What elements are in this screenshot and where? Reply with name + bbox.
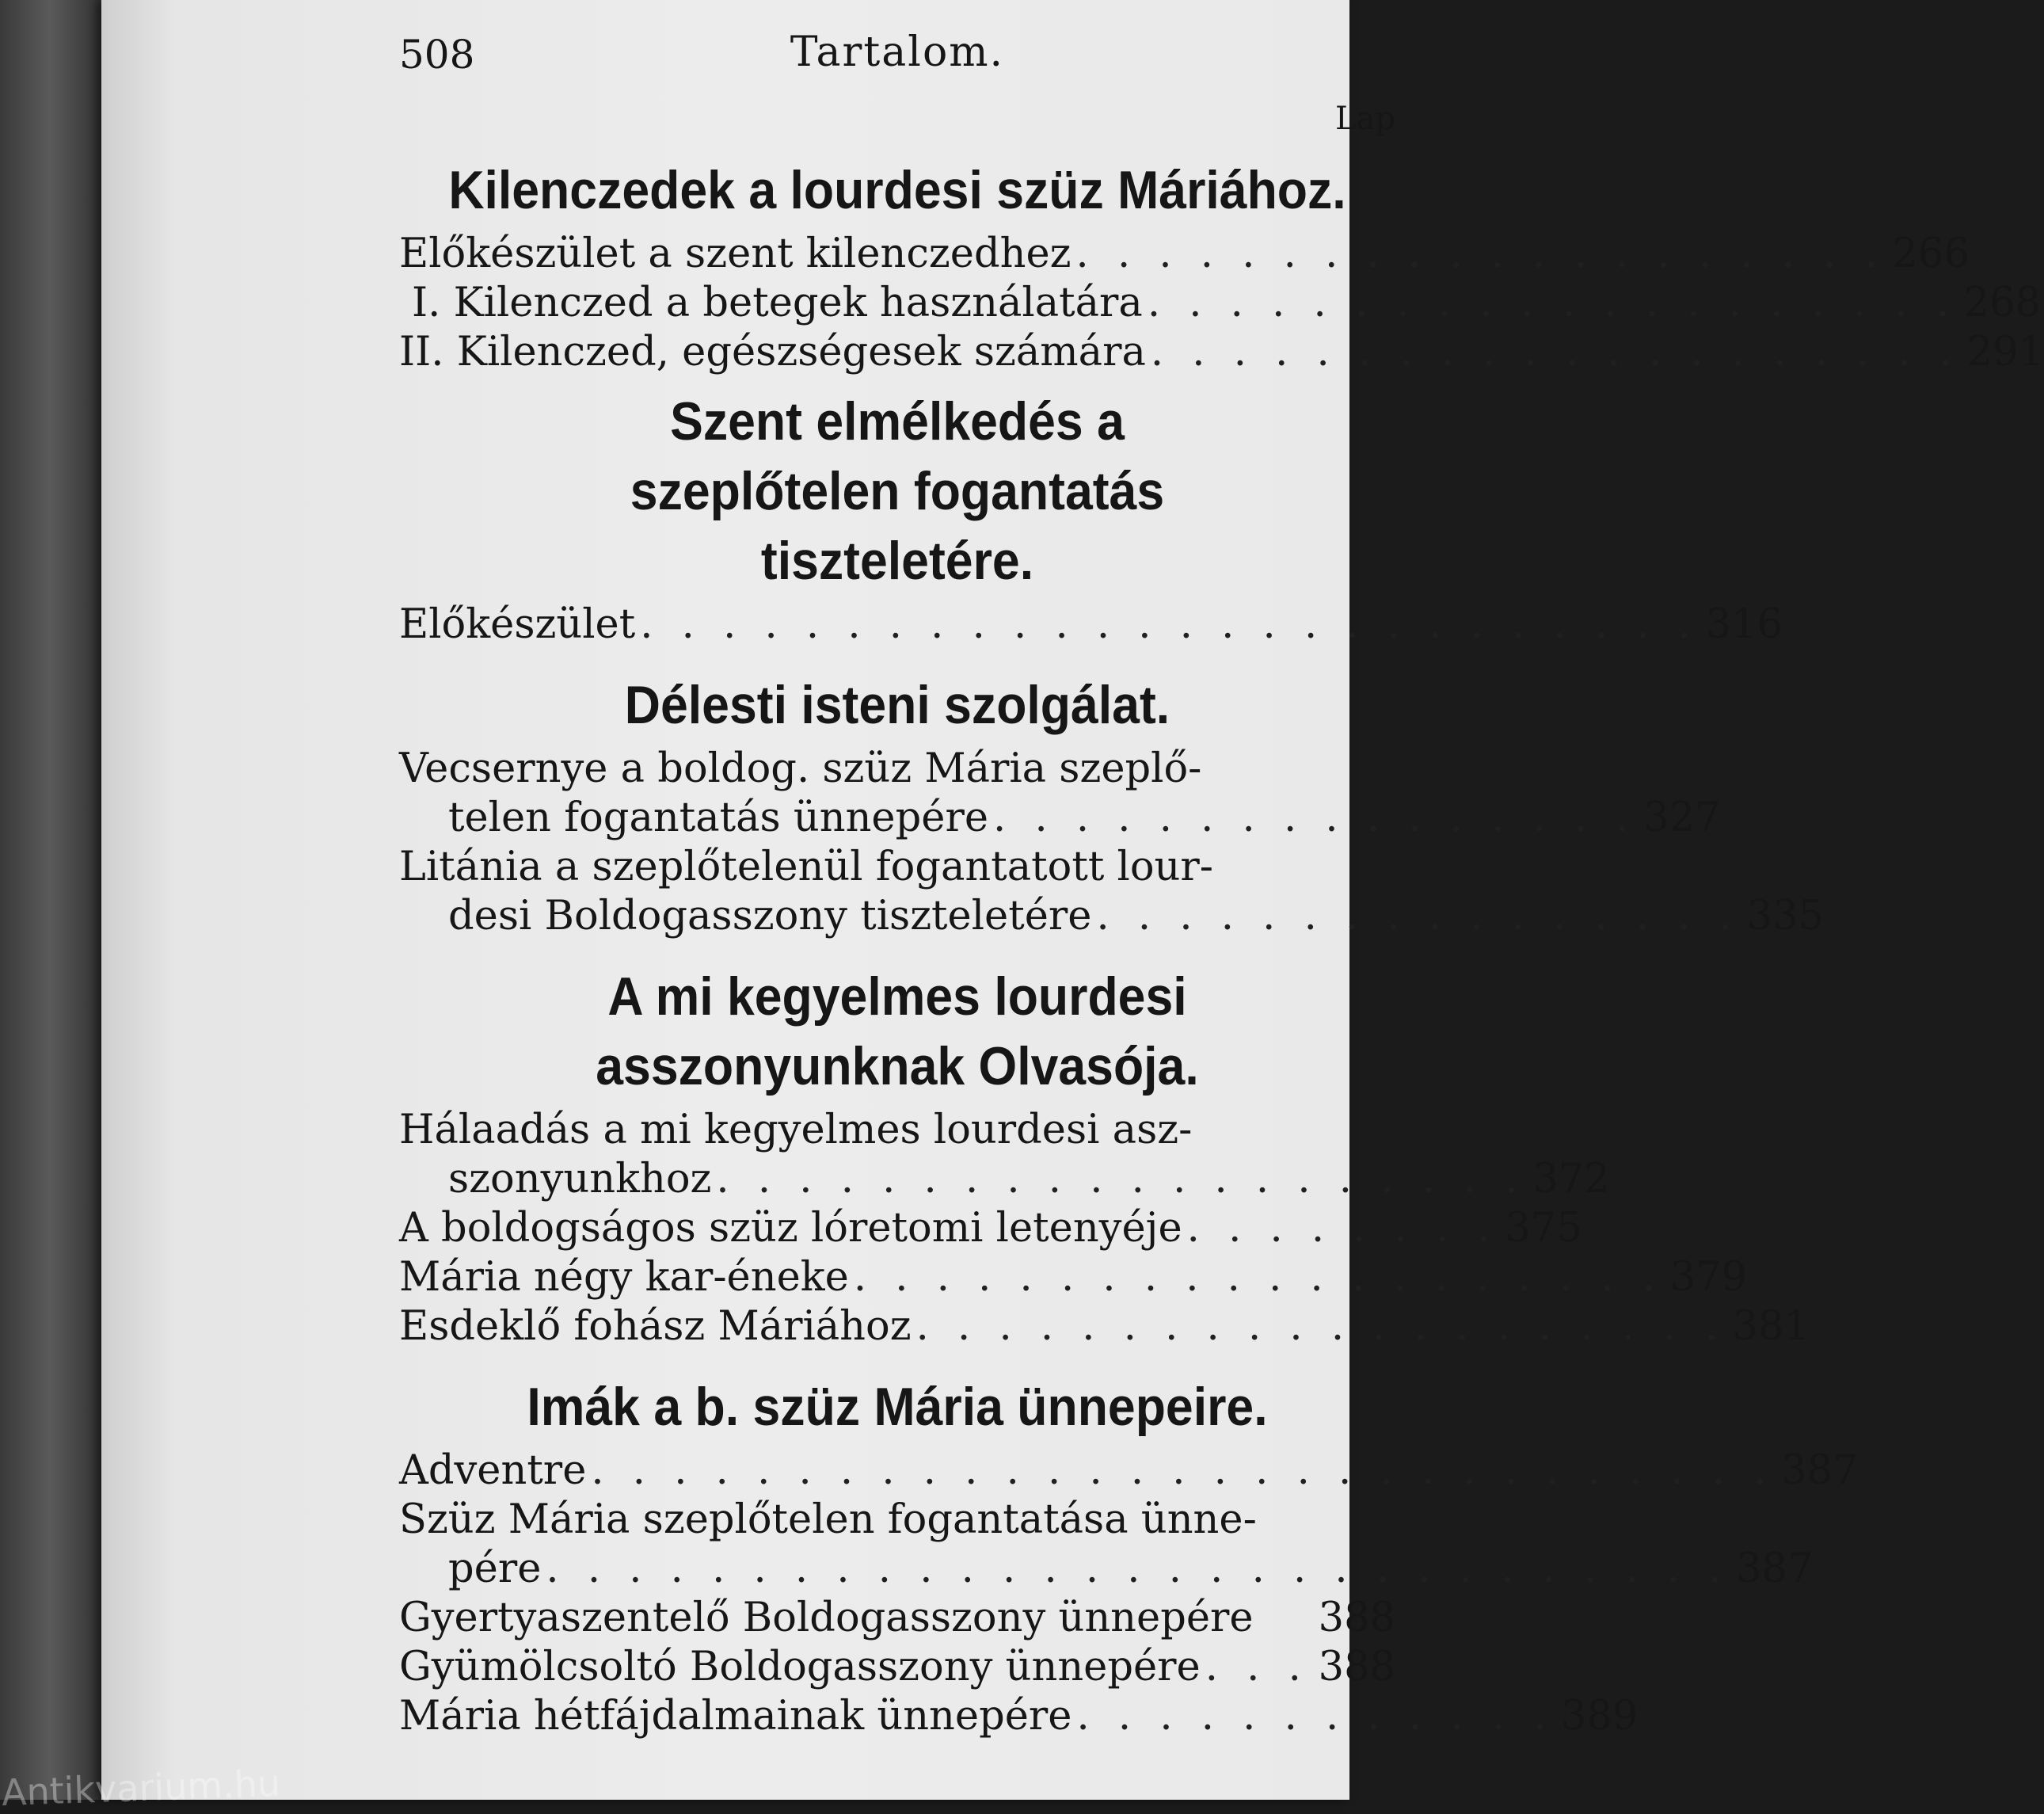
entry-page: 387 (1781, 1447, 1859, 1494)
entry-title: Mária négy kar-éneke (399, 1254, 849, 1301)
dot-leader: . . . . . . . . . . . . . . . . . . . . (1150, 329, 1961, 375)
toc-entry (399, 1594, 1395, 1643)
entry-title-line1: Litánia a szeplőtelenül fogantatott lour- (399, 844, 1213, 890)
dot-leader: . . . . . . . . . . . . . . . . . . . . . . . . . . (640, 601, 1700, 648)
page-header (399, 24, 1395, 95)
entry-title: II. Kilenczed, egészségesek számára (399, 329, 1146, 375)
entry-title-line1: Szüz Mária szeplőtelen fogantatása ünne- (399, 1496, 1257, 1543)
lap-column-label: Lap (1334, 101, 1395, 137)
entry-page: 266 (1892, 231, 1970, 277)
book-page (101, 0, 2044, 1800)
entry-title: pére (448, 1545, 542, 1592)
section-heading: A mi kegyelmes lourdesi asszonyunknak Olvasója. (596, 966, 1199, 1096)
entry-page: 388 (1318, 1595, 1395, 1641)
entry-title: Előkészület a szent kilenczedhez (399, 231, 1071, 277)
entry-title: Gyümölcsoltó Boldogasszony ünnepére (399, 1644, 1201, 1690)
entry-title: Adventre (399, 1447, 587, 1494)
entry-title-line1: Hálaadás a mi kegyelmes lourdesi asz- (399, 1107, 1193, 1153)
entry-page: 389 (1561, 1693, 1639, 1740)
dot-leader: . . . . . . . . . . . . . . . . (1096, 893, 1741, 939)
entry-title: A boldogságos szüz lóretomi letenyéje (399, 1205, 1182, 1252)
entry-page: 375 (1505, 1205, 1582, 1252)
entry-title: Előkészület (399, 601, 636, 648)
dot-leader: . . . . . . . . . . . . . . . . . . . . (853, 1254, 1664, 1301)
toc-entry (399, 1496, 1814, 1594)
entry-title: szonyunkhoz (448, 1156, 712, 1202)
entry-title-line1: Vecsernye a boldog. szüz Mária szeplő- (399, 745, 1202, 792)
entry-page: 316 (1705, 601, 1783, 648)
dot-leader: . . . . . . . . . . . . . . . . (993, 795, 1637, 841)
entry-page: 291 (1966, 329, 2044, 375)
book-spine (0, 0, 111, 1800)
entry-title: Gyertyaszentelő Boldogasszony ünnepére (399, 1595, 1254, 1641)
toc-entry (399, 1253, 1748, 1302)
toc-entry (399, 1204, 1582, 1253)
toc-entry (399, 328, 2044, 377)
dot-leader: . . . (1205, 1644, 1309, 1690)
entry-title: I. Kilenczed a betegek használatára (412, 280, 1143, 326)
entry-page: 268 (1963, 280, 2042, 326)
dot-leader: . . . . . . . . . . . . . . . . . . . . . . . . . . . . . (546, 1545, 1730, 1592)
entry-title: Mária hétfájdalmainak ünnepére (399, 1693, 1072, 1740)
watermark-text: Antikvarium.hu (1, 1761, 281, 1814)
dot-leader: . . . . . . . . . . . . . . . . . . . . (1075, 231, 1886, 277)
toc-entry (399, 843, 1825, 941)
entry-page: 335 (1746, 893, 1825, 939)
dot-leader: . . . . . . . . . . . . . . . . . . . . . . . . . . . . . (591, 1447, 1775, 1494)
toc-entry (399, 1692, 1639, 1741)
toc-entry (399, 1106, 1610, 1204)
toc-entry (399, 279, 2042, 328)
toc-entry (399, 1446, 1859, 1496)
section-heading: Szent elmélkedés a szeplőtelen fogantatás tiszteletére. (630, 391, 1165, 591)
entry-page: 327 (1643, 795, 1721, 841)
entry-title: Esdeklő fohász Máriához (399, 1303, 912, 1350)
section-heading: Kilenczedek a lourdesi szüz Máriához. (448, 160, 1346, 220)
entry-page: 388 (1318, 1644, 1395, 1690)
toc-entry (399, 1302, 1810, 1351)
entry-page: 381 (1732, 1303, 1810, 1350)
page-number: 508 (399, 32, 475, 78)
toc-entry (399, 1643, 1395, 1692)
entry-title: telen fogantatás ünnepére (448, 795, 989, 841)
entry-title: desi Boldogasszony tiszteletére (448, 893, 1092, 939)
section-heading: Délesti isteni szolgálat. (624, 675, 1170, 735)
dot-leader: . . . . . . . . . . . . (1076, 1693, 1555, 1740)
entry-page: 379 (1669, 1254, 1748, 1301)
toc-entry (399, 230, 1970, 279)
toc-content (399, 24, 2044, 1741)
page-title: Tartalom. (790, 29, 1005, 76)
toc-entry (399, 600, 1783, 650)
dot-leader: . . . . . . . . (1186, 1205, 1498, 1252)
dot-leader: . . . . . . . . . . . . . . . . . . . . (915, 1303, 1726, 1350)
section-heading: Imák a b. szüz Mária ünnepeire. (527, 1377, 1268, 1437)
dot-leader: . . . . . . . . . . . . . . . . . . . . (1147, 280, 1958, 326)
entry-page: 387 (1736, 1545, 1814, 1592)
toc-entry (399, 745, 1721, 843)
dot-leader: . . . . . . . . . . . . . . . . . . . . (716, 1156, 1526, 1202)
entry-page: 372 (1532, 1156, 1610, 1202)
